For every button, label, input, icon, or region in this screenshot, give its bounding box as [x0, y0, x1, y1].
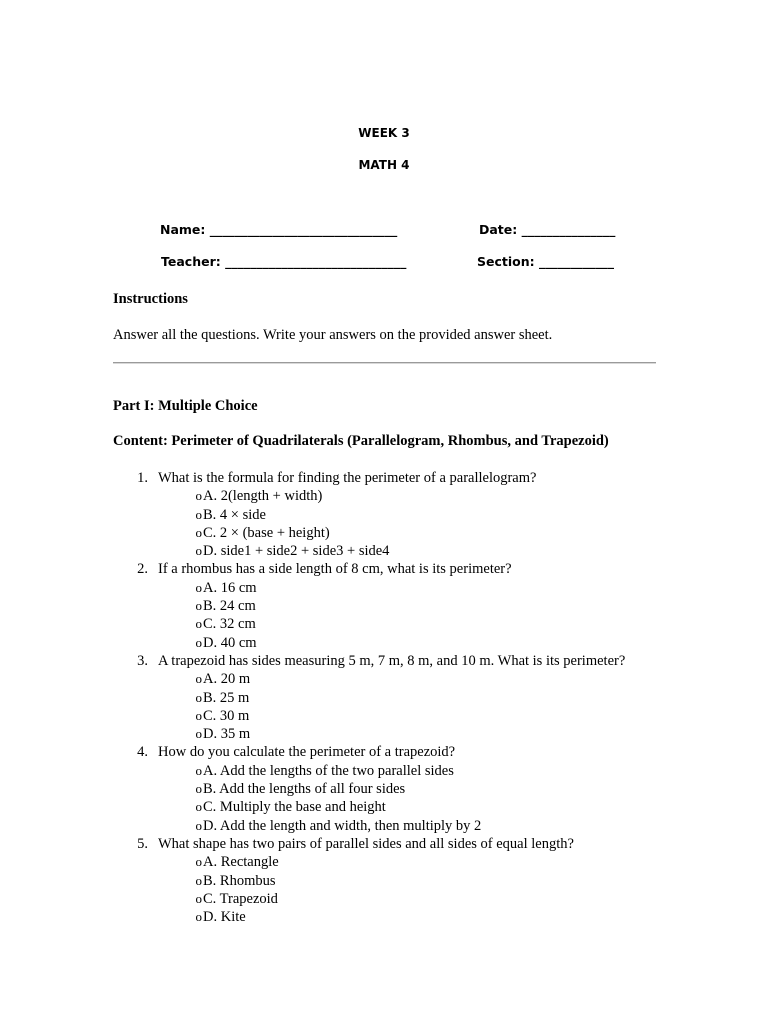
option-1b[interactable] [113, 506, 673, 524]
bullet-icon: o [195, 854, 202, 870]
option-text: B. 24 cm [203, 598, 256, 615]
bullet-icon: o [195, 579, 202, 595]
question-number: 3. [137, 652, 148, 669]
name-blank[interactable]: ______________________________ [209, 222, 398, 237]
option-2d[interactable] [113, 634, 673, 652]
question-4 [113, 743, 673, 761]
option-2b[interactable] [113, 597, 673, 615]
option-text: B. 25 m [203, 689, 250, 706]
bullet-icon: o [195, 488, 202, 504]
question-number: 4. [137, 744, 148, 761]
option-text: A. Rectangle [203, 854, 279, 871]
option-text: B. Add the lengths of all four sides [203, 781, 406, 798]
name-field[interactable] [160, 222, 397, 237]
bullet-icon: o [195, 524, 202, 540]
option-3d[interactable] [113, 725, 673, 743]
week-heading: WEEK 3 [358, 126, 410, 140]
bullet-icon: o [195, 598, 202, 614]
question-text: If a rhombus has a side length of 8 cm, what is its perimeter? [158, 561, 512, 578]
option-1c[interactable] [113, 524, 673, 542]
option-text: A. 16 cm [203, 579, 257, 596]
option-3c[interactable] [113, 707, 673, 725]
option-text: C. Trapezoid [203, 890, 278, 907]
option-5c[interactable] [113, 890, 673, 908]
teacher-field[interactable] [161, 254, 406, 269]
bullet-icon: o [195, 817, 202, 833]
option-5d[interactable] [113, 908, 673, 926]
question-text: How do you calculate the perimeter of a trapezoid? [158, 744, 456, 761]
question-text: What shape has two pairs of parallel sides and all sides of equal length? [158, 835, 574, 852]
option-2a[interactable] [113, 579, 673, 597]
name-label: Name: [160, 222, 206, 237]
option-text: B. 4 × side [203, 506, 266, 523]
option-1d[interactable] [113, 542, 673, 560]
date-blank[interactable]: _______________ [521, 222, 616, 237]
option-5b[interactable] [113, 872, 673, 890]
option-5a[interactable] [113, 853, 673, 871]
bullet-icon: o [195, 781, 202, 797]
question-list [113, 469, 673, 926]
option-text: C. 30 m [203, 707, 250, 724]
instructions-text: Answer all the questions. Write your answers on the provided answer sheet. [113, 327, 553, 343]
option-3a[interactable] [113, 670, 673, 688]
option-text: D. Kite [203, 909, 246, 926]
question-2 [113, 560, 673, 578]
option-text: D. 40 cm [203, 634, 257, 651]
option-4b[interactable] [113, 780, 673, 798]
option-4d[interactable] [113, 817, 673, 835]
option-text: D. side1 + side2 + side3 + side4 [203, 543, 390, 560]
option-4a[interactable] [113, 762, 673, 780]
section-divider [113, 362, 656, 364]
option-2c[interactable] [113, 615, 673, 633]
question-1 [113, 469, 673, 487]
bullet-icon: o [195, 909, 202, 925]
bullet-icon: o [195, 506, 202, 522]
subject-heading: MATH 4 [358, 158, 410, 172]
bullet-icon: o [195, 634, 202, 650]
option-text: D. 35 m [203, 726, 251, 743]
question-text: What is the formula for finding the perimeter of a parallelogram? [158, 470, 537, 486]
option-4c[interactable] [113, 798, 673, 816]
bullet-icon: o [195, 890, 202, 906]
option-text: C. 2 × (base + height) [203, 524, 330, 541]
option-text: C. Multiply the base and height [203, 799, 386, 816]
option-text: A. 2(length + width) [203, 488, 323, 505]
question-number: 1. [137, 470, 148, 486]
option-text: D. Add the length and width, then multiply by 2 [203, 817, 482, 834]
option-text: B. Rhombus [203, 872, 276, 889]
bullet-icon: o [195, 872, 202, 888]
bullet-icon: o [195, 799, 202, 815]
question-text: A trapezoid has sides measuring 5 m, 7 m, 8 m, and 10 m. What is its perimeter? [158, 652, 626, 669]
section-label: Section: [477, 254, 535, 269]
option-text: A. 20 m [203, 671, 251, 688]
date-label: Date: [479, 222, 518, 237]
part1-heading: Part I: Multiple Choice [113, 398, 258, 414]
option-3b[interactable] [113, 689, 673, 707]
bullet-icon: o [195, 689, 202, 705]
question-3 [113, 652, 673, 670]
teacher-label: Teacher: [161, 254, 221, 269]
section-blank[interactable]: ____________ [539, 254, 614, 269]
question-number: 5. [137, 835, 148, 852]
bullet-icon: o [195, 762, 202, 778]
instructions-heading: Instructions [113, 291, 188, 307]
option-text: C. 32 cm [203, 616, 256, 633]
bullet-icon: o [195, 616, 202, 632]
section-field[interactable] [477, 254, 614, 269]
question-number: 2. [137, 561, 148, 578]
bullet-icon: o [195, 671, 202, 687]
teacher-blank[interactable]: _____________________________ [225, 254, 407, 269]
part1-content: Content: Perimeter of Quadrilaterals (Parallelogram, Rhombus, and Trapezoid) [113, 433, 609, 449]
option-text: A. Add the lengths of the two parallel sides [203, 762, 454, 779]
bullet-icon: o [195, 726, 202, 742]
bullet-icon: o [195, 707, 202, 723]
date-field[interactable] [479, 222, 615, 237]
bullet-icon: o [195, 543, 202, 559]
option-1a[interactable] [113, 487, 673, 505]
question-5 [113, 835, 673, 853]
